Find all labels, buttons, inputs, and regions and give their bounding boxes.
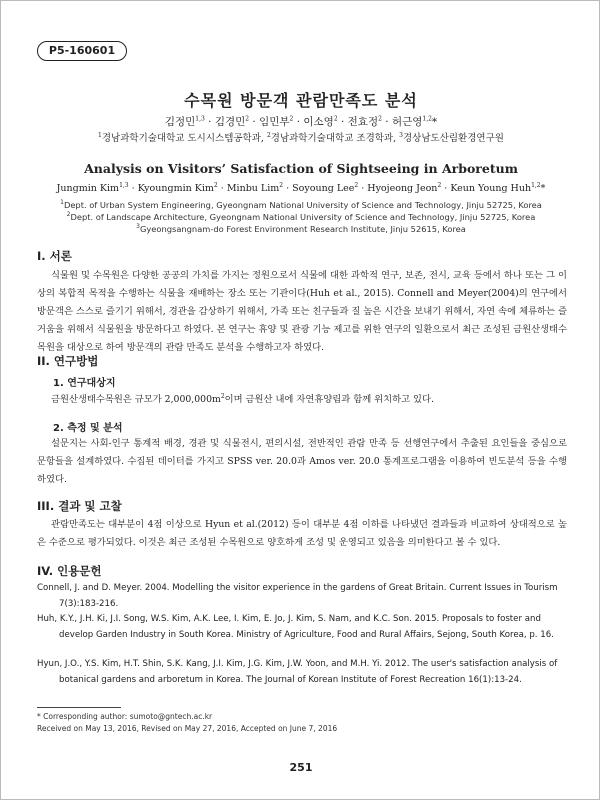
reference-item: Connell, J. and D. Meyer. 2004. Modelling the visitor experience in the gardens of Great Britain. Current Issues in Tourism 7(3):183-216.	[37, 583, 558, 609]
section-heading-results: III. 결과 및 고찰	[37, 499, 122, 513]
site-paragraph: 금원산생태수목원은 규모가 $2,000,000m^2$이며 금원산 내에 자연휴양림과 함께 위치하고 있다.	[51, 392, 434, 405]
author: 김정민	[164, 116, 196, 128]
results-paragraph: 관람만족도는 대부분이 4점 이상으로 Hyun et al.(2012) 등이 대부분 4점 이하를 나타냈던 결과들과 비교하여 상대적으로 높은 수준으로 평가되었다. 이것은 최근 조성된 수목원으로 양호하게 조성 및 운영되고 있음을 의미한다고 볼 수 있다.	[37, 519, 567, 548]
page-number: 251	[289, 761, 313, 774]
reference-item: Huh, K.Y., J.H. Ki, J.I. Song, W.S. Kim, A.K. Lee, I. Kim, E. Jo, J. Kim, S. Nam, and K.C. Son. 2015. Proposals to foster and develop Garden Industry in South Korea. Ministry of Agriculture, Food and Rural Affairs, Sejong, South Korea, p. 16.	[37, 614, 554, 640]
author: 전효정	[347, 116, 379, 128]
english-authors: Jungmin Kim$^{1,3}$ · Kyoungmin Kim$^2$ · Minbu Lim$^2$ · Soyoung Lee$^2$ · Hyojeong Jeon$^2$ · Keun Young Huh$^{1,2}$*	[56, 181, 546, 194]
author: Minbu Lim	[226, 183, 280, 194]
section-heading-intro: I. 서론	[37, 249, 72, 263]
author: 임민부	[259, 116, 290, 128]
english-affiliation-2: $^2$Dept. of Landscape Architecture, Gyeongnam National University of Science and Technology, Jinju 52725, Korea	[66, 211, 536, 222]
corresponding-mark: *	[431, 116, 438, 128]
corresponding-mark: *	[540, 183, 546, 194]
received-dates-note: Received on May 13, 2016, Revised on May 27, 2016, Accepted on June 7, 2016	[37, 724, 338, 733]
english-title: Analysis on Visitors’ Satisfaction of Sightseeing in Arboretum	[84, 161, 518, 176]
corresponding-author-note: * Corresponding author: sumoto@gntech.ac.kr	[37, 712, 213, 721]
author: 이소영	[303, 116, 334, 128]
author: Soyoung Lee	[292, 183, 355, 194]
section-heading-references: IV. 인용문헌	[37, 564, 102, 578]
korean-title: 수목원 방문객 관람만족도 분석	[184, 91, 418, 110]
session-badge: P5-160601	[37, 41, 127, 61]
intro-paragraph: 식물원 및 수목원은 다양한 공공의 가치를 가지는 정원으로서 식물에 대한 과학적 연구, 보존, 전시, 교육 등에서 하나 또는 그 이상의 복합적 목적을 수행하는 식물을 재배하는 장소 또는 기관이다(Huh et al., 2015). Connell and Meyer(2004)의 연구에서 방문객은 스스로 즐기기 위해서, 경관을 감상하기 위해서, 가족 또는 친구들과 질 높은 시간을 보내기 위해서, 자연 속에 체류하는 즐거움을 위해서 식물원을 방문하다고 하였다. 본 연구는 휴양 및 관광 기능 제고를 위한 연구의 일환으로서 최근 조성된 금원산생태수목원을 대상으로 하여 방문객의 관람 만족도 분석을 수행하고자 하였다.	[37, 270, 567, 353]
subsection-heading-measure: 2. 측정 및 분석	[53, 423, 123, 434]
korean-affiliations: $^1$경남과학기술대학교 도시시스템공학과, $^2$경남과학기술대학교 조경학과, $^3$경상남도산림환경연구원	[98, 131, 504, 144]
reference-item: Hyun, J.O., Y.S. Kim, H.T. Shin, S.K. Kang, J.I. Kim, J.G. Kim, J.W. Yoon, and M.H. Yi. 2012. The user's satisfaction analysis of botanical gardens and arboretum in Korea. The Journal of Korean Institute of Forest Recreation 16(1):13-24.	[37, 659, 558, 685]
english-affiliation-3: $^3$Gyeongsangnam-do Forest Environment Research Institute, Jinju 52615, Korea	[136, 223, 466, 234]
measure-paragraph: 설문지는 사회-인구 통계적 배경, 경관 및 식물전시, 편의시설, 전반적인 관람 만족 등 선행연구에서 추출된 요인들을 중심으로 문항들을 설계하였다. 수집된 데이터를 가지고 SPSS ver. 20.0과 Amos ver. 20.0 통계프로그램을 이용하여 빈도분석 등을 수행하였다.	[37, 438, 567, 485]
author: 김경민	[214, 116, 246, 128]
korean-authors: 김정민$^{1,3}$ · 김경민$^2$ · 임민부$^2$ · 이소영$^2$ · 전효정$^2$ · 허근영$^{1,2}$*	[164, 115, 438, 128]
english-affiliation-1: $^1$Dept. of Urban System Engineering, Gyeongnam National University of Science and Technology, Jinju 52725, Korea	[60, 199, 542, 210]
footnote-divider	[37, 707, 121, 708]
author: Hyojeong Jeon	[367, 183, 438, 194]
author: 허근영	[391, 116, 423, 128]
author: Kyoungmin Kim	[137, 183, 214, 194]
section-heading-method: II. 연구방법	[37, 354, 99, 368]
author: Jungmin Kim	[56, 183, 120, 194]
subsection-heading-site: 1. 연구대상지	[53, 378, 116, 389]
author: Keun Young Huh	[450, 183, 532, 194]
